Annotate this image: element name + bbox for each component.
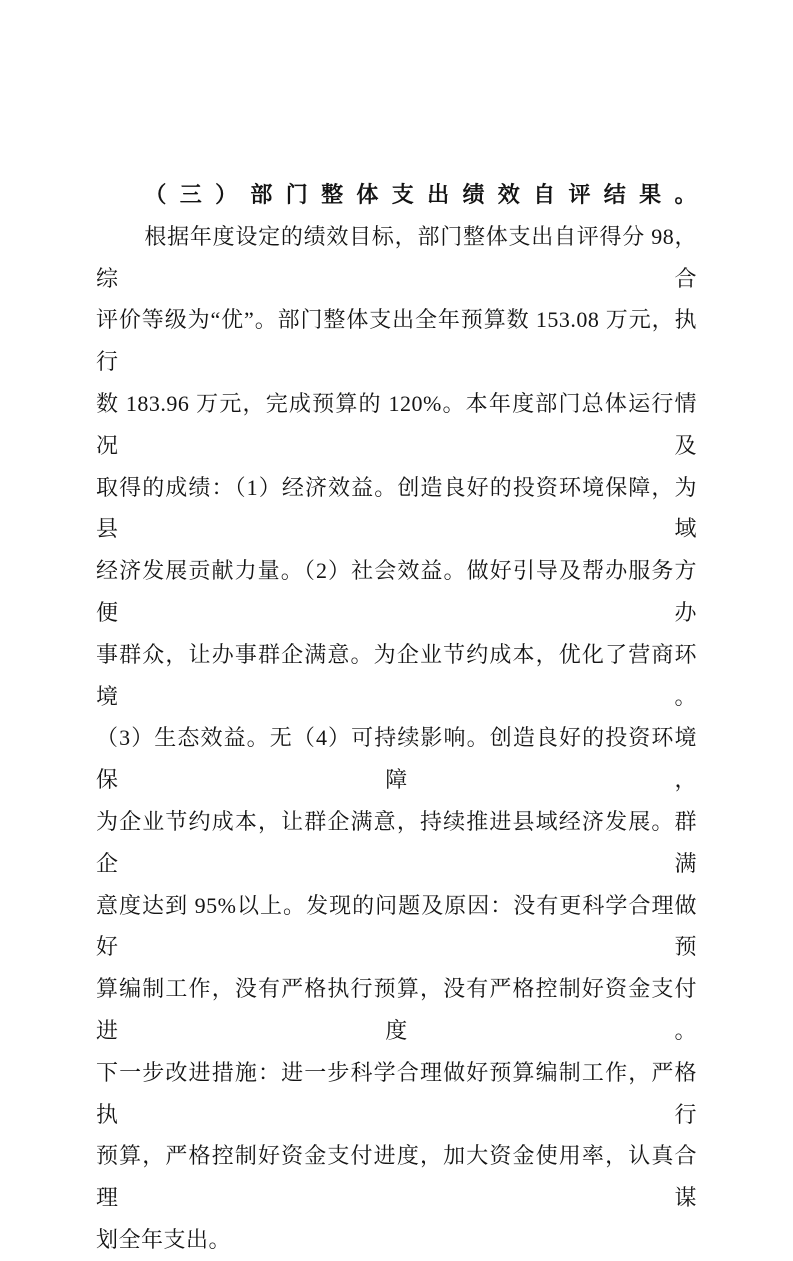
paragraph-line: 划全年支出。 xyxy=(96,1226,232,1252)
paragraph-line: 评价等级为“优”。部门整体支出全年预算数 153.08 万元，执行 xyxy=(96,307,697,375)
paragraph-line: 意度达到 95%以上。发现的问题及原因：没有更科学合理做好预 xyxy=(96,892,697,960)
paragraph-line: 为企业节约成本，让群企满意，持续推进县域经济发展。群企满 xyxy=(96,808,697,876)
paragraph-line: 预算，严格控制好资金支付进度，加大资金使用率，认真合理谋 xyxy=(96,1143,697,1211)
paragraph-line: 经济发展贡献力量。（2）社会效益。做好引导及帮办服务方便办 xyxy=(96,558,697,625)
paragraph-line: 下一步改进措施：进一步科学合理做好预算编制工作，严格执行 xyxy=(96,1059,697,1127)
paragraph-line: 算编制工作，没有严格执行预算，没有严格控制好资金支付进度。 xyxy=(96,976,697,1043)
paragraph-line: （3）生态效益。无（4）可持续影响。创造良好的投资环境保障， xyxy=(96,725,697,793)
paragraph-line: 取得的成绩：（1）经济效益。创造良好的投资环境保障，为县域 xyxy=(96,474,697,542)
paragraph-line: 数 183.96 万元，完成预算的 120%。本年度部门总体运行情况及 xyxy=(96,390,697,458)
document-content xyxy=(96,174,697,1261)
section-heading: （三）部门整体支出绩效自评结果。 xyxy=(144,182,697,207)
paragraph-line: 根据年度设定的绩效目标，部门整体支出自评得分 98，综合 xyxy=(96,223,697,291)
paragraph-line: 事群众，让办事群企满意。为企业节约成本，优化了营商环境。 xyxy=(96,641,697,709)
